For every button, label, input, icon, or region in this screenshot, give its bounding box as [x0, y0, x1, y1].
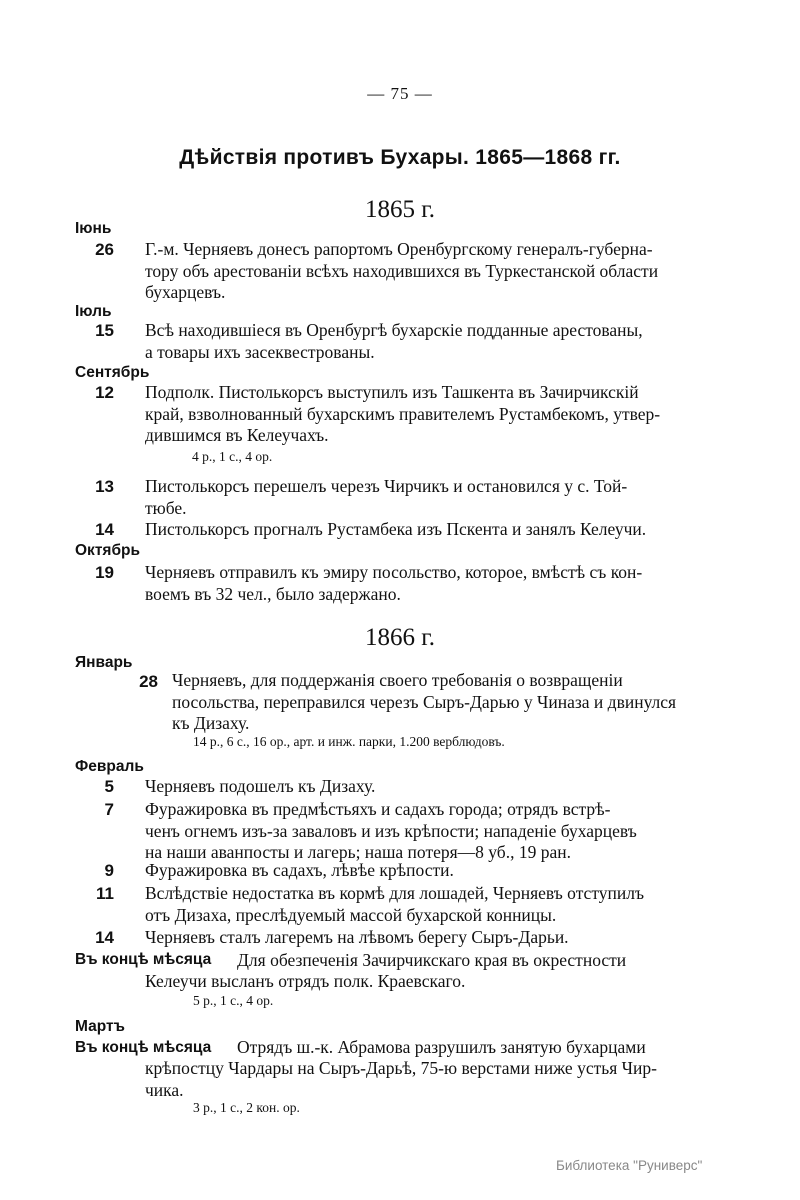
day-oct-19: 19: [95, 563, 114, 582]
text-line: тору объ арестованіи всѣхъ находившихся въ Туркестанской области: [145, 260, 659, 281]
text-line: край, взволнованный бухарскимъ правителемъ Рустамбекомъ, утвер-: [145, 403, 661, 424]
text-line: Г.-м. Черняевъ донесъ рапортомъ Оренбургскому генералъ-губерна-: [145, 239, 653, 259]
text-line: воемъ въ 32 чел., было задержано.: [145, 583, 401, 604]
entry-mar-end-first-line: [237, 1037, 726, 1059]
month-heading-jun: Іюнь: [75, 220, 112, 237]
day-jul-15: 15: [95, 321, 114, 340]
page-number: — 75 —: [367, 84, 433, 103]
text-line: тюбе.: [145, 497, 187, 518]
note-jan-28: 14 р., 6 с., 16 ор., арт. и инж. парки, 1.200 верблюдовъ.: [193, 734, 505, 749]
text-line: Черняевъ, для поддержанія своего требованія о возвращеніи: [172, 670, 623, 690]
day-feb-14: 14: [95, 928, 114, 947]
text-line: Вслѣдствіе недостатка въ кормѣ для лошадей, Черняевъ отступилъ: [145, 883, 644, 903]
day-sep-13: 13: [95, 477, 114, 496]
note-mar-end: 3 р., 1 с., 2 кон. ор.: [193, 1100, 300, 1115]
text-line: Черняевъ отправилъ къ эмиру посольство, которое, вмѣстѣ съ кон-: [145, 562, 643, 582]
text-line: отъ Дизаха, преслѣдуемый массой бухарской конницы.: [145, 904, 557, 925]
day-sep-12: 12: [95, 383, 114, 402]
text-line: Подполк. Пистолькорсъ выступилъ изъ Ташкента въ Зачирчикскій: [145, 382, 639, 402]
entry-feb-end: [145, 971, 726, 993]
text-line: Пистолькорсъ прогналъ Рустамбека изъ Пскента и занялъ Келеучи.: [145, 519, 647, 539]
entry-feb-7: [145, 799, 726, 864]
entry-mar-end: [145, 1058, 726, 1101]
note-feb-end: 5 р., 1 с., 4 ор.: [193, 993, 274, 1008]
entry-jun-26: [145, 239, 726, 304]
text-line: Всѣ находившіеся въ Оренбургѣ бухарскіе подданные арестованы,: [145, 320, 643, 340]
entry-sep-13: [145, 476, 726, 519]
note-sep-12: 4 р., 1 с., 4 ор.: [192, 449, 273, 464]
text-line: на наши аванпосты и лагерь; наша потеря—8 уб., 19 ран.: [145, 842, 571, 862]
entry-feb-5: [145, 776, 726, 798]
text-line: Черняевъ подошелъ къ Дизаху.: [145, 776, 376, 796]
text-line: Отрядъ ш.-к. Абрамова разрушилъ занятую бухарцами: [237, 1037, 646, 1057]
page-title: Дѣйствія противъ Бухары. 1865—1868 гг.: [179, 146, 621, 169]
label-feb-end-of-month: Въ концѣ мѣсяца: [75, 951, 212, 968]
entry-feb-14: [145, 927, 726, 949]
day-feb-5: 5: [104, 777, 114, 796]
label-mar-end-of-month: Въ концѣ мѣсяца: [75, 1039, 212, 1056]
entry-jan-28: [172, 670, 726, 735]
library-stamp: Библиотека "Руниверс": [556, 1158, 703, 1173]
year-heading-1866: 1866 г.: [365, 624, 435, 651]
text-line: Фуражировка въ садахъ, лѣвѣе крѣпости.: [145, 860, 454, 880]
entry-sep-14: [145, 519, 726, 541]
text-line: посольства, переправился черезъ Сыръ-Дарью у Чиназа и двинулся: [172, 691, 677, 712]
text-line: дившимся въ Келеучахъ.: [145, 425, 329, 445]
text-line: Для обезпеченія Зачирчикскаго края въ окрестности: [237, 950, 627, 970]
day-feb-7: 7: [104, 800, 114, 819]
text-line: къ Дизаху.: [172, 713, 250, 733]
year-heading-1865: 1865 г.: [365, 196, 435, 223]
text-line: Пистолькорсъ перешелъ черезъ Чирчикъ и остановился у с. Той-: [145, 476, 628, 496]
month-heading-oct: Октябрь: [75, 542, 141, 559]
entry-oct-19: [145, 562, 726, 605]
text-line: крѣпостцу Чардары на Сыръ-Дарьѣ, 75-ю верстами ниже устья Чир-: [145, 1058, 657, 1078]
text-line: ченъ огнемъ изъ-за заваловъ и изъ крѣпости; нападеніе бухарцевъ: [145, 820, 637, 841]
text-line: бухарцевъ.: [145, 282, 226, 302]
day-feb-11: 11: [96, 884, 114, 903]
day-feb-9: 9: [104, 861, 114, 880]
text-line: Черняевъ сталъ лагеремъ на лѣвомъ берегу Сыръ-Дарьи.: [145, 927, 569, 947]
entry-sep-12: [145, 382, 726, 447]
text-line: а товары ихъ засеквестрованы.: [145, 341, 375, 362]
month-heading-jan: Январь: [75, 654, 133, 671]
month-heading-mar: Мартъ: [75, 1018, 125, 1035]
day-sep-14: 14: [95, 520, 114, 539]
month-heading-sep: Сентябрь: [75, 364, 150, 381]
entry-feb-11: [145, 883, 726, 926]
day-jan-28: 28: [139, 672, 158, 691]
text-line: Келеучи высланъ отрядъ полк. Краевскаго.: [145, 971, 466, 991]
text-line: Фуражировка въ предмѣстьяхъ и садахъ города; отрядъ встрѣ-: [145, 799, 611, 819]
entry-jul-15: [145, 320, 726, 363]
text-line: чика.: [145, 1079, 184, 1100]
entry-feb-9: [145, 860, 726, 882]
entry-feb-end-first-line: [237, 950, 726, 972]
month-heading-jul: Іюль: [75, 303, 112, 320]
day-jun-26: 26: [95, 240, 114, 259]
month-heading-feb: Февраль: [75, 758, 144, 775]
